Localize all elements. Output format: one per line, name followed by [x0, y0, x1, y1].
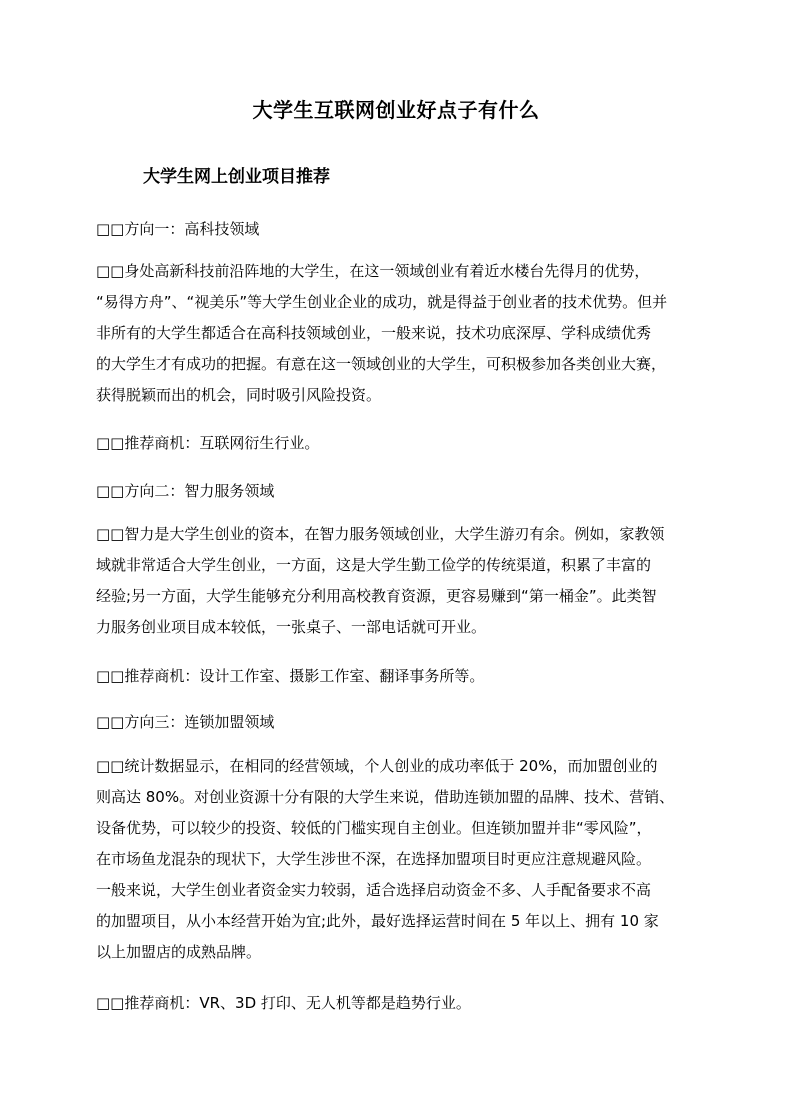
paragraph-direction-2 [96, 476, 700, 507]
section-heading: 大学生网上创业项目推荐 [143, 167, 330, 187]
text-line: 获得脱颖而出的机会，同时吸引风险投资。 [96, 386, 382, 404]
text-line: □□方向二：智力服务领域 [96, 482, 275, 500]
paragraph-direction-3 [96, 707, 700, 738]
text-line: 力服务创业项目成本较低，一张桌子、一部电话就可开业。 [96, 618, 487, 636]
paragraph-opportunity-1 [96, 428, 700, 459]
text-line: 域就非常适合大学生创业，一方面，这是大学生勤工俭学的传统渠道，积累了丰富的 [96, 556, 652, 574]
text-line: □□统计数据显示，在相同的经营领域，个人创业的成功率低于 20%，而加盟创业的 [96, 757, 658, 775]
text-line: 非所有的大学生都适合在高科技领域创业，一般来说，技术功底深厚、学科成绩优秀 [96, 324, 652, 342]
paragraph-direction-1 [96, 214, 700, 245]
text-line: 的加盟项目，从小本经营开始为宜;此外，最好选择运营时间在 5 年以上、拥有 10 家 [96, 912, 659, 930]
text-line: □□智力是大学生创业的资本，在智力服务领域创业，大学生游刃有余。例如，家教领 [96, 525, 665, 543]
text-line: 则高达 80%。对创业资源十分有限的大学生来说，借助连锁加盟的品牌、技术、营销、 [96, 788, 675, 806]
text-line: 以上加盟店的成熟品牌。 [96, 943, 262, 961]
paragraph-intellect-field [96, 519, 700, 643]
page-title: 大学生互联网创业好点子有什么 [252, 98, 540, 122]
text-line: □□推荐商机：设计工作室、摄影工作室、翻译事务所等。 [96, 667, 485, 685]
text-line: 一般来说，大学生创业者资金实力较弱，适合选择启动资金不多、人手配备要求不高 [96, 881, 652, 899]
paragraph-opportunity-3 [96, 988, 700, 1019]
paragraph-tech-field [96, 256, 700, 411]
text-line: □□方向三：连锁加盟领域 [96, 713, 275, 731]
text-line: □□身处高新科技前沿阵地的大学生，在这一领域创业有着近水楼台先得月的优势， [96, 262, 650, 280]
text-line: 的大学生才有成功的把握。有意在这一领域创业的大学生，可积极参加各类创业大赛， [96, 355, 667, 373]
text-line: 设备优势，可以较少的投资、较低的门槛实现自主创业。但连锁加盟并非“零风险”， [96, 819, 652, 837]
paragraph-franchise-field [96, 751, 700, 968]
text-line: 在市场鱼龙混杂的现状下，大学生涉世不深，在选择加盟项目时更应注意规避风险。 [96, 850, 652, 868]
text-line: □□推荐商机：互联网衍生行业。 [96, 434, 320, 452]
text-line: 经验;另一方面，大学生能够充分利用高校教育资源，更容易赚到“第一桶金”。此类智 [96, 587, 657, 605]
text-line: “易得方舟”、“视美乐”等大学生创业企业的成功，就是得益于创业者的技术优势。但并 [96, 293, 668, 311]
text-line: □□方向一：高科技领域 [96, 220, 260, 238]
text-line: □□推荐商机：VR、3D 打印、无人机等都是趋势行业。 [96, 994, 471, 1012]
paragraph-opportunity-2 [96, 661, 700, 692]
